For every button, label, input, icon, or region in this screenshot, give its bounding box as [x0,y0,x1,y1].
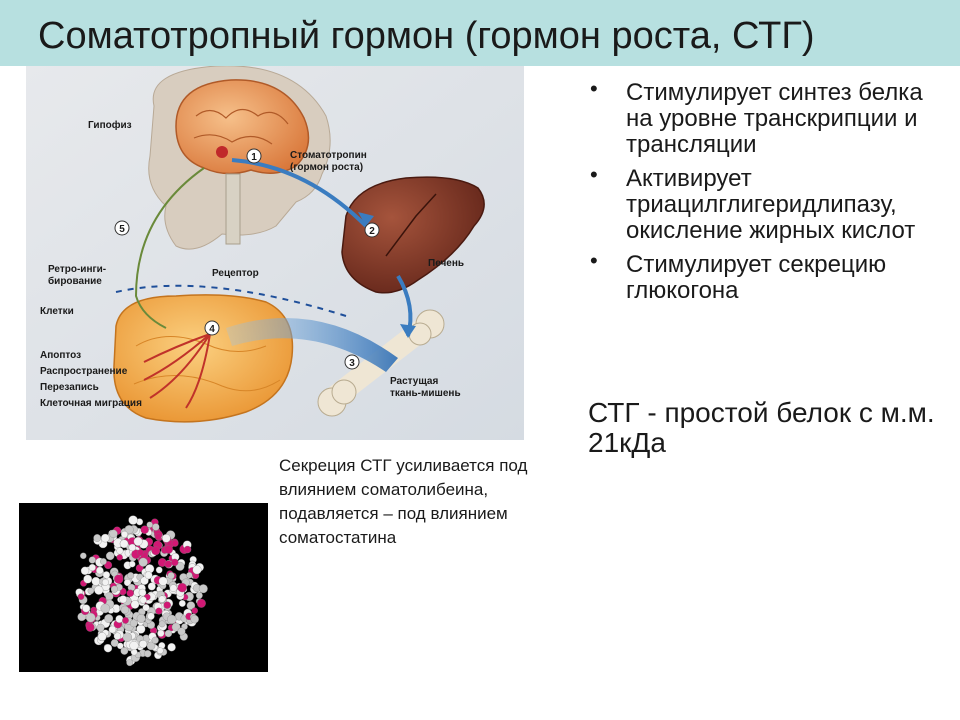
protein-atom [152,637,159,644]
protein-atom [111,586,118,593]
protein-atom [109,626,116,633]
protein-atom [196,592,203,599]
protein-atom [171,559,178,566]
protein-atom [156,608,163,615]
effect-item [588,162,948,244]
label-target-1: Растущая [390,376,439,387]
protein-atom [114,575,123,584]
pituitary-gland [216,146,228,158]
protein-atom [134,537,143,546]
protein-atom [82,605,90,613]
protein-atom [164,545,172,553]
label-retro-inhibition-2: бирование [48,276,102,287]
protein-atom [116,615,124,623]
title-bar [0,0,960,66]
spinal-column [226,174,240,244]
protein-atom [179,600,186,607]
protein-atom [148,613,155,620]
label-transcription: Перезапись [40,382,99,393]
protein-atom [94,534,101,541]
step-3-label: 3 [349,358,355,369]
protein-atom [157,648,163,654]
label-cells: Клетки [40,306,74,317]
bullet-marker: • [590,162,598,187]
protein-atom [159,577,168,586]
protein-atom [86,613,95,622]
label-receptor: Рецептор [212,268,259,279]
protein-atom [127,590,134,597]
effect-text: Стимулирует синтез белка на уровне транскрипции и трансляции [626,79,923,158]
protein-atom [193,566,202,575]
protein-atom [129,516,138,525]
protein-atom [92,577,100,585]
protein-atom [139,558,148,567]
protein-atom [123,633,132,642]
protein-atom [130,641,139,650]
protein-atom [165,630,172,637]
protein-atom [144,650,151,657]
protein-atom [114,633,121,640]
protein-atom [148,583,156,591]
protein-atom [156,567,162,573]
protein-atom [178,628,186,636]
label-migration: Клеточная миграция [40,398,142,409]
step-2-label: 2 [369,226,375,237]
protein-atom [98,632,106,640]
protein-atom [86,623,94,631]
protein-atom [129,544,136,551]
protein-atom [104,614,113,623]
protein-atom [168,572,175,579]
protein-atom [81,567,89,575]
protein-atom [101,534,109,542]
protein-atom [162,534,170,542]
effect-text: Активирует триацилглигеридлипазу, окисление жирных кислот [626,165,916,244]
protein-atom [78,594,84,600]
protein-atom [137,614,146,623]
bullet-marker: • [590,248,598,273]
label-growth-hormone: (гормон роста) [290,162,364,173]
protein-atom [121,606,129,614]
step-4-label: 4 [209,324,215,335]
protein-fact: СТГ - простой белок с м.м. 21кДа [588,397,935,458]
slide-title: Соматотропный гормон (гормон роста, СТГ) [38,15,815,57]
protein-atom [167,615,176,624]
label-retro-inhibition-1: Ретро-инги- [48,264,107,275]
protein-atom [121,531,128,538]
effects-list [588,76,948,312]
protein-atom [191,615,199,623]
protein-atom [122,617,128,623]
label-spreading: Распространение [40,366,128,377]
protein-atom [103,571,110,578]
protein-atom [197,599,206,608]
protein-atom [89,564,96,571]
protein-atom [131,600,139,608]
protein-atom [80,553,86,559]
protein-atom [94,586,103,595]
protein-atom [140,597,147,604]
protein-atom [117,554,123,560]
protein-atom [199,584,208,593]
protein-atom [139,640,147,648]
protein-atom [164,602,171,609]
effect-item [588,248,948,304]
protein-atom [178,583,187,592]
protein-atom [137,549,143,555]
protein-atom [104,644,112,652]
protein-atom [100,558,106,564]
protein-atom [130,620,137,627]
protein-atom [152,547,160,555]
label-liver: Печень [428,258,465,269]
protein-atom [186,572,192,578]
label-target-2: ткань-мишень [390,388,461,399]
bullet-marker: • [590,76,598,101]
protein-atom [172,540,179,547]
label-somatotropin: Стоматотропин [290,150,367,161]
protein-atom [141,526,149,534]
secretion-caption: Секреция СТГ усиливается под влиянием соматолибеина, подавляется – под влиянием соматостатина [279,456,528,547]
protein-atom [157,630,164,637]
protein-atom [117,548,124,555]
protein-atom [89,557,96,564]
protein-atom [159,596,166,603]
protein-atom [165,561,172,568]
protein-atom [127,660,133,666]
effect-text: Стимулирует секрецию глюкогона [626,251,887,304]
protein-atom [84,575,92,583]
growth-hormone-diagram [26,66,524,440]
protein-atom [119,596,127,604]
label-pituitary: Гипофиз [88,120,132,131]
protein-atom [168,643,176,651]
effect-item [588,76,948,158]
protein-atom [120,540,128,548]
protein-atom [106,552,114,560]
protein-atom [152,524,159,531]
protein-atom [143,604,150,611]
protein-atom [105,592,113,600]
protein-atom [96,567,103,574]
protein-atom [192,608,198,614]
step-5-label: 5 [119,224,125,235]
protein-atom [127,572,134,579]
protein-atom [145,572,152,579]
label-apoptosis: Апоптоз [40,350,82,361]
protein-atom [184,546,191,553]
protein-atom [88,588,94,594]
step-1-label: 1 [251,152,257,163]
protein-atom [101,604,110,613]
protein-structure-image [19,503,268,672]
protein-atom [102,579,109,586]
protein-atom [129,561,135,567]
protein-atom [155,534,161,540]
protein-atom [170,585,177,592]
protein-atom [110,530,118,538]
protein-atom [159,621,165,627]
